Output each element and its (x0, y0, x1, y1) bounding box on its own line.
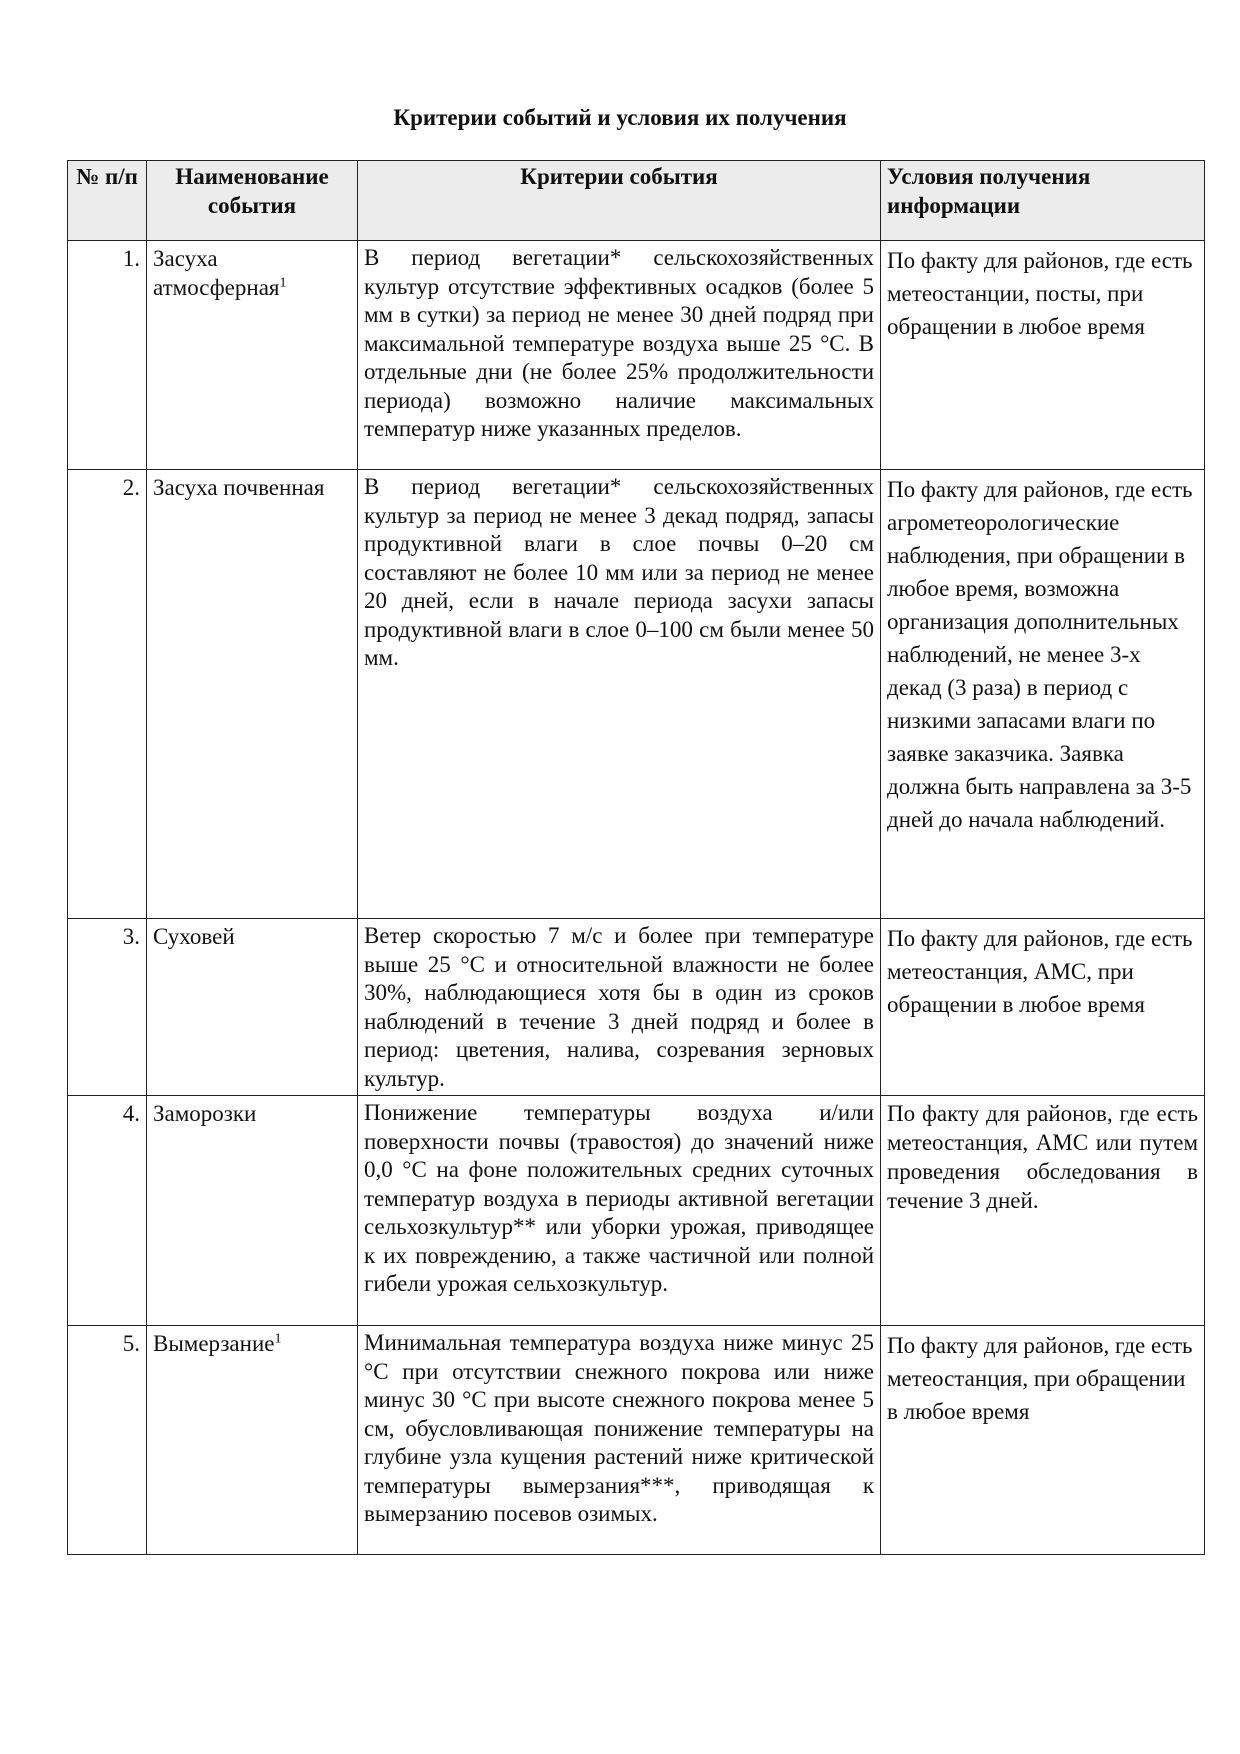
table-row (68, 1096, 1205, 1326)
footnote-mark: 1 (274, 1331, 282, 1347)
row-conditions: По факту для районов, где есть метеостанция, при обращении в любое время (881, 1326, 1205, 1555)
row-name (147, 1326, 358, 1555)
row-num: 4. (68, 1096, 147, 1326)
row-name-text: Заморозки (153, 1101, 257, 1126)
row-name (147, 470, 358, 919)
row-conditions: По факту для районов, где есть агрометеорологические наблюдения, при обращении в любое время, возможна организация дополнительных наблюдений, не менее 3-х декад (3 раза) в период с низкими запасами влаги по заявке заказчика. Заявка должна быть направлена за 3-5 дней до начала наблюдений. (881, 470, 1205, 919)
row-criteria: Минимальная температура воздуха ниже минус 25 °C при отсутствии снежного покрова или ниже минус 30 °C при высоте снежного покрова менее 5 см, обусловливающая понижение температуры на глубине узла кущения растений ниже критической температуры вымерзания***, приводящая к вымерзанию посевов озимых. (358, 1326, 881, 1555)
footnote-mark: 1 (279, 275, 287, 291)
table-row (68, 241, 1205, 470)
header-name: Наименование события (147, 161, 358, 241)
events-table (67, 160, 1205, 1555)
row-name-text: Суховей (153, 924, 235, 949)
row-criteria: Понижение температуры воздуха и/или поверхности почвы (травостоя) до значений ниже 0,0 °C на фоне положительных средних суточных температур воздуха в периоды активной вегетации сельхозкультур** или уборки урожая, приводящее к их повреждению, а также частичной или полной гибели урожая сельхозкультур. (358, 1096, 881, 1326)
row-criteria: В период вегетации* сельскохозяйственных культур отсутствие эффективных осадков (более 5 мм в сутки) за период не менее 30 дней подряд при максимальной температуре воздуха выше 25 °C. В отдельные дни (не более 25% продолжительности периода) возможно наличие максимальных температур ниже указанных пределов. (358, 241, 881, 470)
row-criteria: В период вегетации* сельскохозяйственных культур за период не менее 3 декад подряд, запасы продуктивной влаги в слое почвы 0–20 см составляют не более 10 мм или за период не менее 20 дней, если в начале периода засухи запасы продуктивной влаги в слое 0–100 см были менее 50 мм. (358, 470, 881, 919)
table-header-row (68, 161, 1205, 241)
page-title: Критерии событий и условия их получения (393, 105, 847, 130)
header-conditions: Условия получения информации (881, 161, 1205, 241)
row-num: 1. (68, 241, 147, 470)
row-conditions: По факту для районов, где есть метеостанция, АМС, при обращении в любое время (881, 919, 1205, 1096)
row-conditions: По факту для районов, где есть метеостанции, посты, при обращении в любое время (881, 241, 1205, 470)
row-criteria: Ветер скоростью 7 м/с и более при температуре выше 25 °C и относительной влажности не более 30%, наблюдающиеся хотя бы в один из сроков наблюдений в течение 3 дней подряд и более в период: цветения, налива, созревания зерновых культур. (358, 919, 881, 1096)
row-num: 3. (68, 919, 147, 1096)
table-row (68, 919, 1205, 1096)
row-name-text: Вымерзание (153, 1331, 275, 1356)
table-row (68, 1326, 1205, 1555)
header-num: № п/п (68, 161, 147, 241)
row-name (147, 919, 358, 1096)
header-criteria: Критерии события (358, 161, 881, 241)
row-name-text: Засуха атмосферная (153, 246, 280, 300)
row-name (147, 1096, 358, 1326)
table-row (68, 470, 1205, 919)
row-conditions: По факту для районов, где есть метеостанция, АМС или путем проведения обследования в течение 3 дней. (881, 1096, 1205, 1326)
row-num: 2. (68, 470, 147, 919)
row-num: 5. (68, 1326, 147, 1555)
row-name (147, 241, 358, 470)
row-name-text: Засуха почвенная (153, 475, 325, 500)
